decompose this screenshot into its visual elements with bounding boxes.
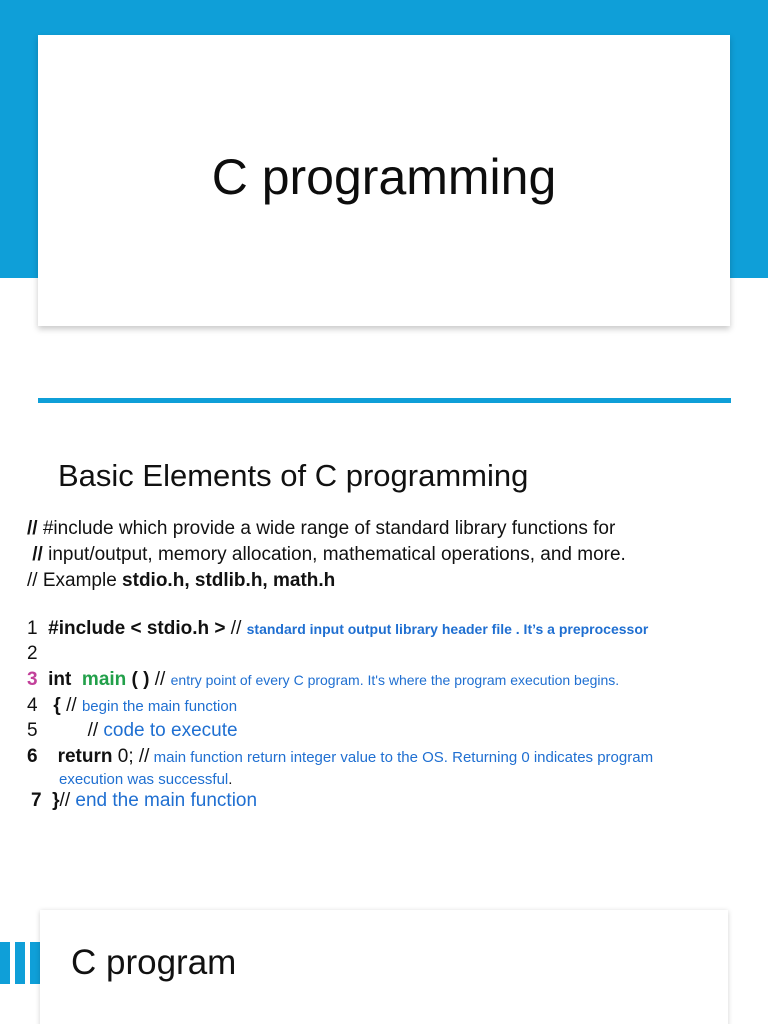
code-comment: main function return integer value to the OS. Returning 0 indicates program	[149, 749, 654, 766]
code-line-6	[27, 746, 653, 768]
intro-line-3-text: // Example	[27, 570, 123, 591]
line-number: 6	[27, 746, 38, 767]
example-headers: stdio.h, stdlib.h, math.h	[122, 570, 336, 591]
intro-line-3	[27, 568, 747, 594]
code-line-4	[27, 695, 237, 717]
line-number: 3	[27, 669, 38, 690]
intro-line-1	[27, 516, 747, 542]
code-line-6-continued	[59, 768, 232, 790]
line-number: 1	[27, 618, 38, 639]
code-comment: entry point of every C program. It's where the program execution begins.	[170, 672, 620, 688]
code-line-1	[27, 618, 648, 640]
accent-stripe	[30, 942, 40, 984]
slide-divider-rule	[38, 398, 731, 403]
slide-heading: Basic Elements of C programming	[58, 458, 529, 493]
comment-slashes: //	[225, 618, 247, 639]
line-number: 5	[27, 720, 38, 741]
line-number: 7	[31, 790, 42, 811]
code-comment: begin the main function	[81, 698, 238, 715]
comment-period: .	[228, 771, 233, 788]
accent-stripe	[0, 942, 10, 984]
open-brace: {	[53, 695, 61, 716]
keyword-return: return	[57, 746, 113, 767]
next-slide-title: C program	[71, 943, 237, 982]
line-number: 2	[27, 643, 38, 664]
intro-line-1-text: #include which provide a wide range of standard library functions for	[37, 518, 616, 539]
code-comment-continued: execution was successful	[59, 771, 229, 788]
code-line-3	[27, 669, 619, 691]
code-comment: end the main function	[75, 790, 258, 811]
code-line-7	[31, 790, 257, 812]
comment-slashes: //	[60, 695, 82, 716]
comment-slashes: //	[32, 544, 43, 565]
intro-line-2-text: input/output, memory allocation, mathematical operations, and more.	[42, 544, 626, 565]
intro-line-2	[27, 542, 747, 568]
include-directive: #include < stdio.h >	[48, 618, 226, 639]
accent-stripes	[0, 942, 42, 984]
title-slide-card	[38, 35, 730, 326]
keyword-int: int	[48, 669, 72, 690]
title-slide-heading: C programming	[211, 148, 557, 205]
return-value: 0; //	[112, 746, 150, 767]
comment-slashes: //	[59, 790, 76, 811]
code-comment: standard input output library header file . It’s a preprocessor	[246, 621, 649, 637]
code-line-5	[27, 720, 238, 742]
comment-slashes: //	[149, 669, 171, 690]
accent-stripe	[15, 942, 25, 984]
intro-text	[27, 516, 747, 594]
comment-slashes: //	[27, 518, 38, 539]
line-number: 4	[27, 695, 38, 716]
function-name-main: main	[81, 669, 127, 690]
main-parentheses: ( )	[126, 669, 150, 690]
comment-slashes: //	[87, 720, 99, 741]
code-comment: code to execute	[98, 720, 238, 741]
close-brace: }	[52, 790, 60, 811]
code-line-2	[27, 643, 38, 665]
